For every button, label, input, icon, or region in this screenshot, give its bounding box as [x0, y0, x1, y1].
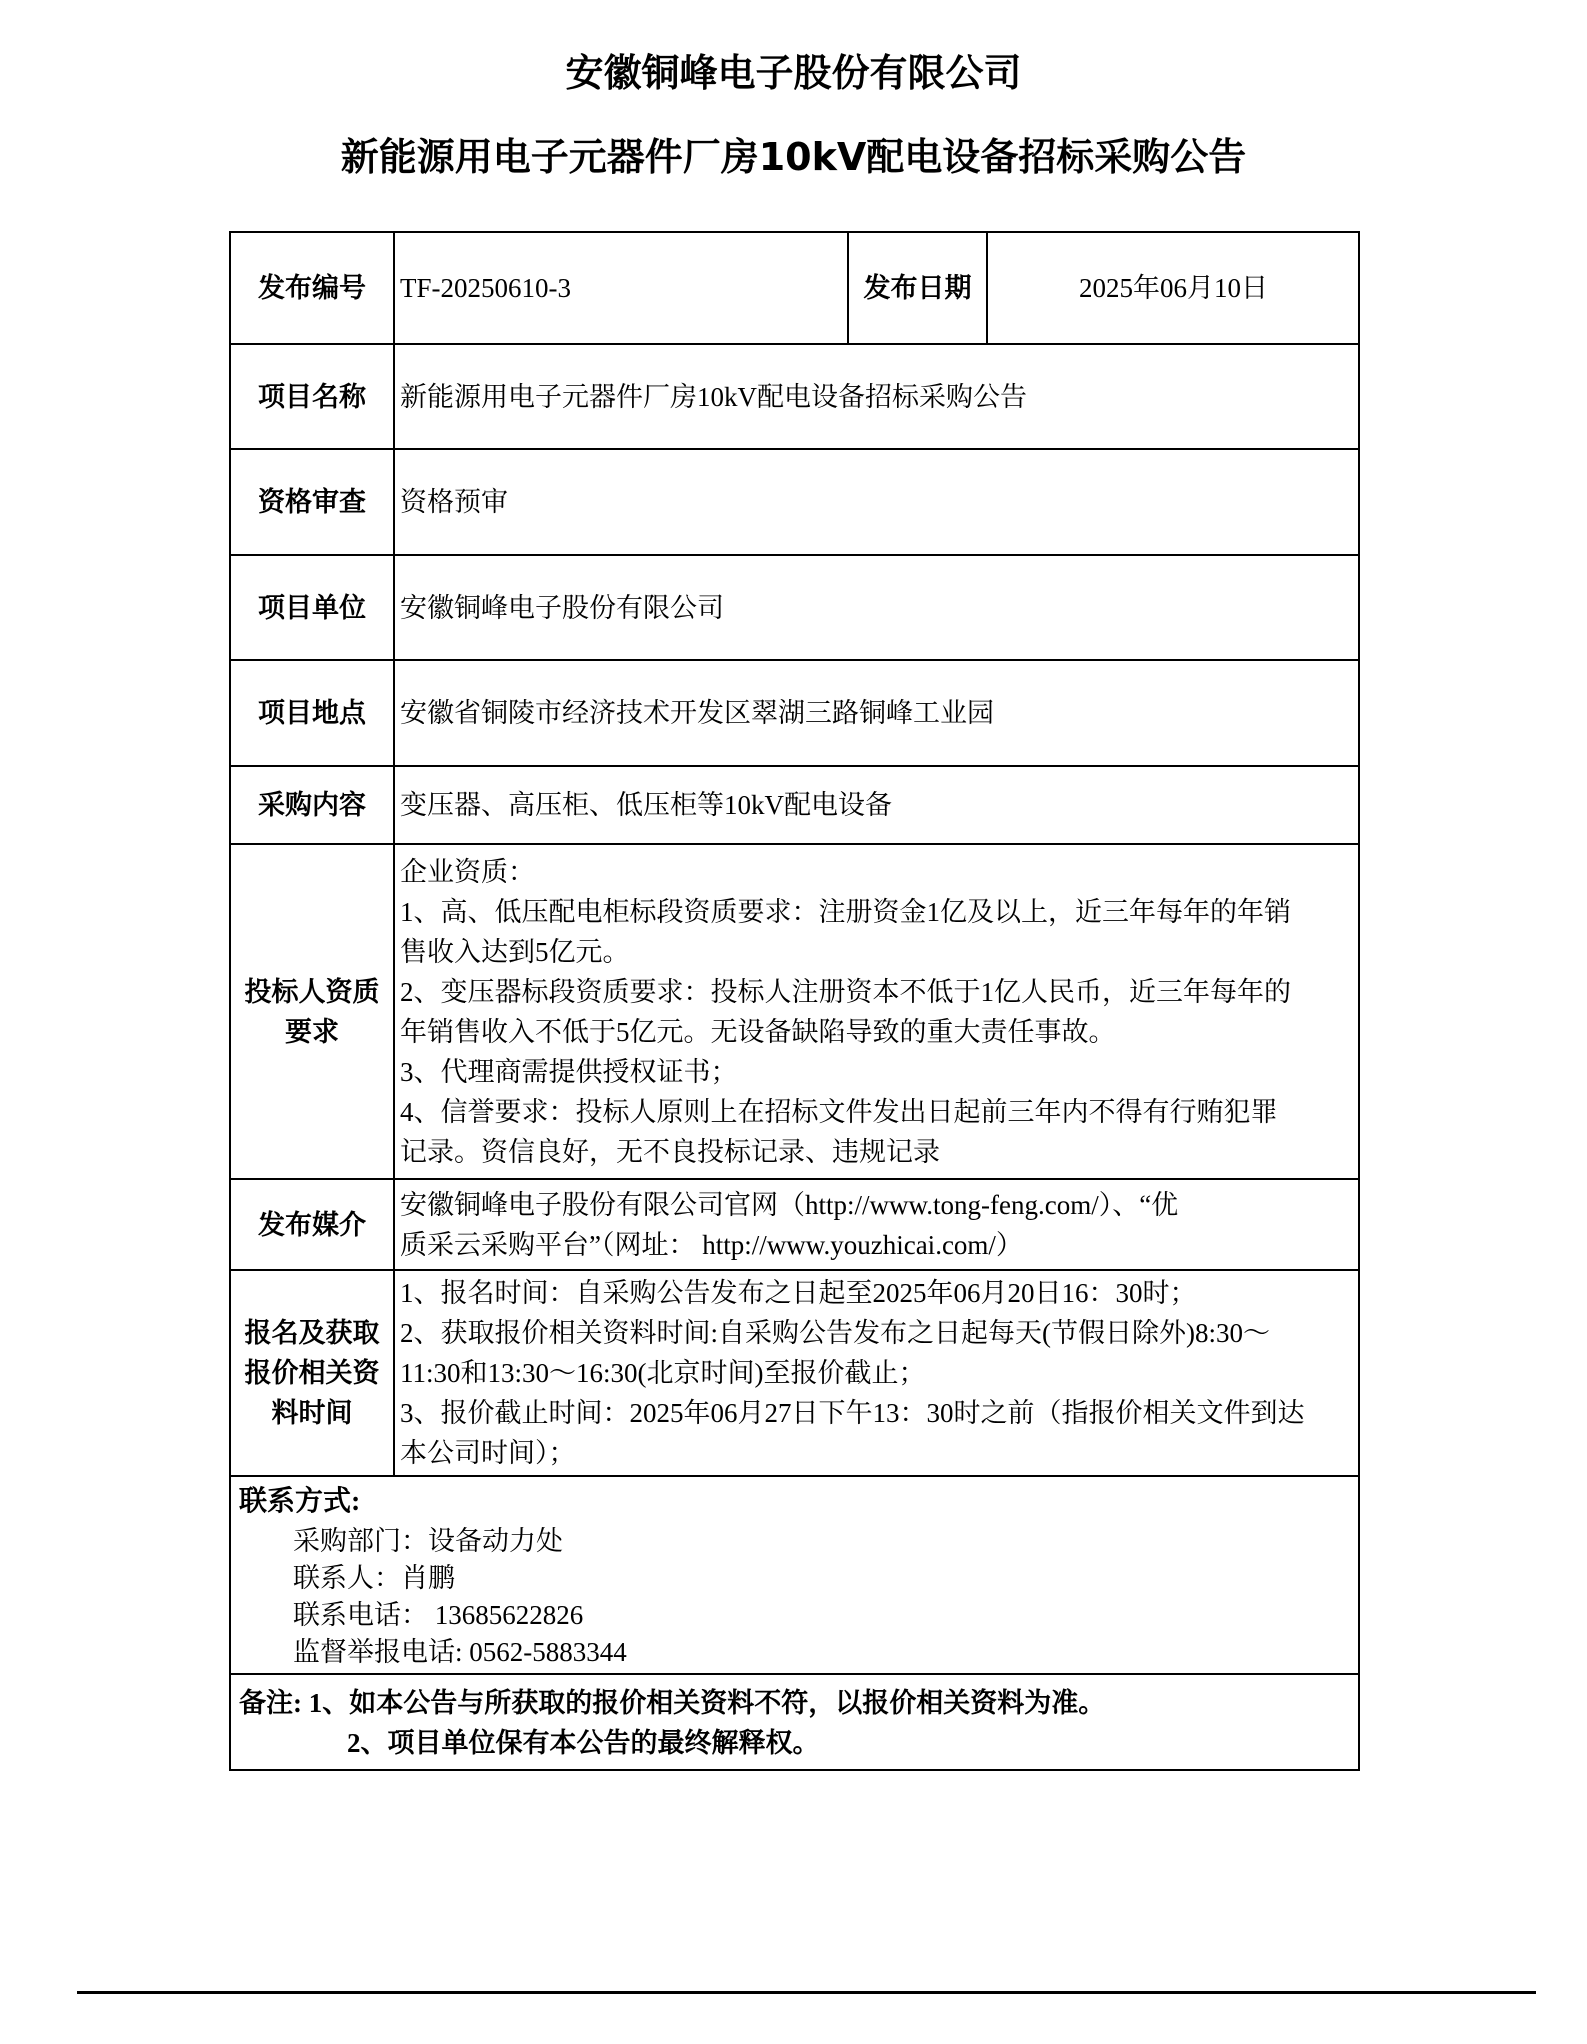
project-name-value: 新能源用电子元器件厂房10kV配电设备招标采购公告 [394, 344, 1359, 449]
publish-number-label: 发布编号 [230, 232, 394, 344]
qualification-review-label: 资格审查 [230, 449, 394, 555]
row-remark [230, 1674, 1359, 1770]
contact-lines: 采购部门：设备动力处 联系人：肖鹏 联系电话： 13685622826 监督举报电话: 0562-5883344 [292, 1526, 627, 1667]
publish-media-value: 安徽铜峰电子股份有限公司官网（http://www.tong-feng.com/）、“优 质采云采购平台”（网址： http://www.youzhicai.com/） [394, 1179, 1359, 1270]
announcement-table [229, 231, 1360, 1771]
publish-date-label: 发布日期 [848, 232, 987, 344]
publish-date-value: 2025年06月10日 [987, 232, 1359, 344]
qualification-review-value: 资格预审 [394, 449, 1359, 555]
project-name-label: 项目名称 [230, 344, 394, 449]
page-footer-rule [77, 1991, 1536, 1994]
procurement-content-label: 采购内容 [230, 766, 394, 844]
schedule-value: 1、报名时间：自采购公告发布之日起至2025年06月20日16：30时； 2、获取报价相关资料时间:自采购公告发布之日起每天(节假日除外)8:30～ 11:30和13:30～16:30(北京时间)至报价截止； 3、报价截止时间：2025年06月27日下午13：30时之前（指报价相关文件到达 本公司时间）； [394, 1270, 1359, 1476]
row-schedule [230, 1270, 1359, 1476]
row-project-name [230, 344, 1359, 449]
procurement-content-value: 变压器、高压柜、低压柜等10kV配电设备 [394, 766, 1359, 844]
contact-cell [230, 1476, 1359, 1674]
row-publish-media [230, 1179, 1359, 1270]
schedule-label: 报名及获取 报价相关资 料时间 [230, 1270, 394, 1476]
row-project-location [230, 660, 1359, 766]
bidder-qualification-value: 企业资质： 1、高、低压配电柜标段资质要求：注册资金1亿及以上，近三年每年的年销 售收入达到5亿元。 2、变压器标段资质要求：投标人注册资本不低于1亿人民币，近三年每年的 年销售收入不低于5亿元。无设备缺陷导致的重大责任事故。 3、代理商需提供授权证书； 4、信誉要求：投标人原则上在招标文件发出日起前三年内不得有行贿犯罪 记录。资信良好，无不良投标记录、违规记录 [394, 844, 1359, 1179]
publish-number-value: TF-20250610-3 [394, 232, 848, 344]
bidder-qualification-label: 投标人资质 要求 [230, 844, 394, 1179]
announcement-title: 新能源用电子元器件厂房10kV配电设备招标采购公告 [340, 135, 1247, 179]
row-contact [230, 1476, 1359, 1674]
row-qualification-review [230, 449, 1359, 555]
row-procurement-content [230, 766, 1359, 844]
contact-heading: 联系方式: [239, 1486, 361, 1517]
publish-media-label: 发布媒介 [230, 1179, 394, 1270]
company-title: 安徽铜峰电子股份有限公司 [565, 51, 1022, 95]
project-location-value: 安徽省铜陵市经济技术开发区翠湖三路铜峰工业园 [394, 660, 1359, 766]
remark-value: 备注: 1、如本公告与所获取的报价相关资料不符，以报价相关资料为准。 2、项目单位保有本公告的最终解释权。 [230, 1674, 1359, 1770]
project-location-label: 项目地点 [230, 660, 394, 766]
project-unit-value: 安徽铜峰电子股份有限公司 [394, 555, 1359, 660]
project-unit-label: 项目单位 [230, 555, 394, 660]
row-project-unit [230, 555, 1359, 660]
row-publish-number [230, 232, 1359, 344]
row-bidder-qualification [230, 844, 1359, 1179]
